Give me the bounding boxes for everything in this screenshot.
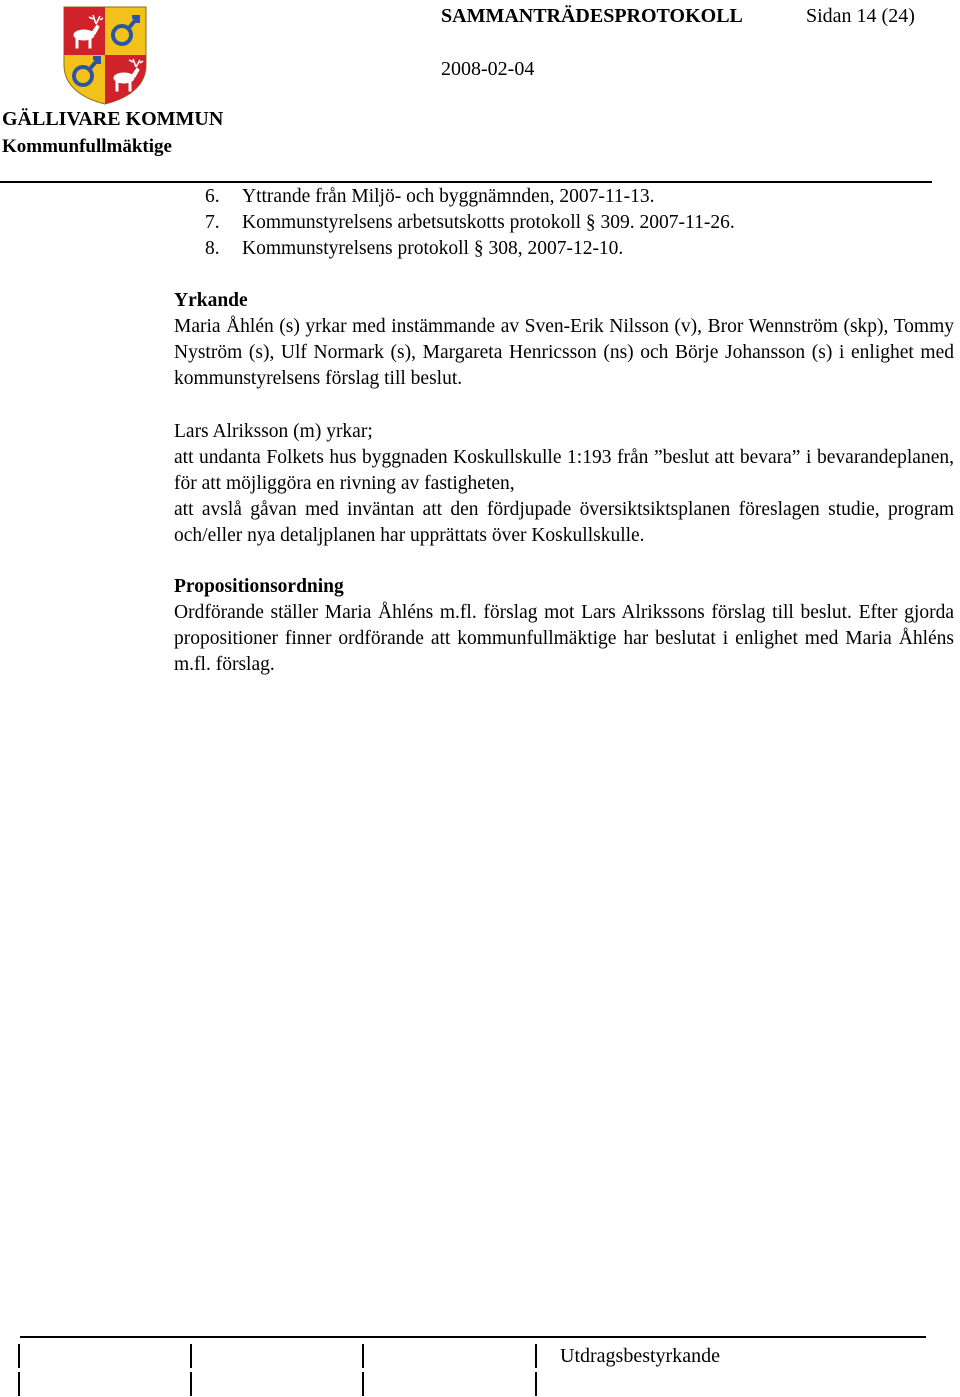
list-item — [205, 210, 735, 236]
list-number: 6. — [205, 186, 220, 207]
org-name: GÄLLIVARE KOMMUN — [2, 108, 224, 130]
signature-box-divider — [362, 1344, 364, 1368]
signature-box-divider — [190, 1372, 192, 1396]
coat-of-arms-logo — [62, 5, 148, 105]
alriksson-intro: Lars Alriksson (m) yrkar; — [174, 421, 373, 442]
document-date: 2008-02-04 — [441, 58, 535, 80]
signature-box-divider — [535, 1372, 537, 1396]
yrkande-section — [174, 288, 954, 392]
org-body: Kommunfullmäktige — [2, 136, 172, 157]
header-divider — [0, 181, 932, 183]
propositionsordning-paragraph: Ordförande ställer Maria Åhléns m.fl. förslag mot Lars Alrikssons förslag till beslut. Efter gjorda propositioner finner ordförande att kommunfullmäktige har beslutat i enlighet med Maria Åhléns m.fl. förslag. — [174, 602, 954, 675]
footer-label: Utdragsbestyrkande — [560, 1345, 720, 1367]
propositionsordning-section — [174, 574, 954, 678]
signature-box-divider — [18, 1344, 20, 1368]
list-number: 7. — [205, 212, 220, 233]
yrkande-paragraph: Maria Åhlén (s) yrkar med instämmande av Sven-Erik Nilsson (v), Bror Wennström (skp), Tommy Nyström (s), Ulf Normark (s), Margareta Henricsson (ns) och Börje Johansson (s) i enlighet med kommunstyrelsens förslag till beslut. — [174, 316, 954, 389]
list-item — [205, 184, 735, 210]
signature-box-divider — [18, 1372, 20, 1396]
list-number: 8. — [205, 238, 220, 259]
list-text: Kommunstyrelsens arbetsutskotts protokoll § 309. 2007-11-26. — [242, 212, 735, 233]
signature-box-divider — [190, 1344, 192, 1368]
footer-divider — [20, 1336, 926, 1338]
signature-box-divider — [362, 1372, 364, 1396]
list-text: Yttrande från Miljö- och byggnämnden, 2007-11-13. — [242, 186, 655, 207]
signature-box-divider — [535, 1344, 537, 1368]
document-title: SAMMANTRÄDESPROTOKOLL — [441, 5, 743, 27]
alriksson-motion-a: att undanta Folkets hus byggnaden Koskullskulle 1:193 från ”beslut att bevara” i bevarandeplanen, för att möjliggöra en rivning av fastigheten, — [174, 447, 954, 494]
alriksson-motion-b: att avslå gåvan med inväntan att den fördjupade översiktsiktsplanen föreslagen studie, program och/eller nya detaljplanen har upprättats över Koskullskulle. — [174, 499, 954, 546]
list-item — [205, 236, 735, 262]
yrkande-heading: Yrkande — [174, 290, 248, 311]
list-text: Kommunstyrelsens protokoll § 308, 2007-12-10. — [242, 238, 624, 259]
page-number: Sidan 14 (24) — [806, 5, 915, 27]
reference-list — [205, 184, 735, 262]
propositionsordning-heading: Propositionsordning — [174, 576, 344, 597]
alriksson-section — [174, 419, 954, 549]
